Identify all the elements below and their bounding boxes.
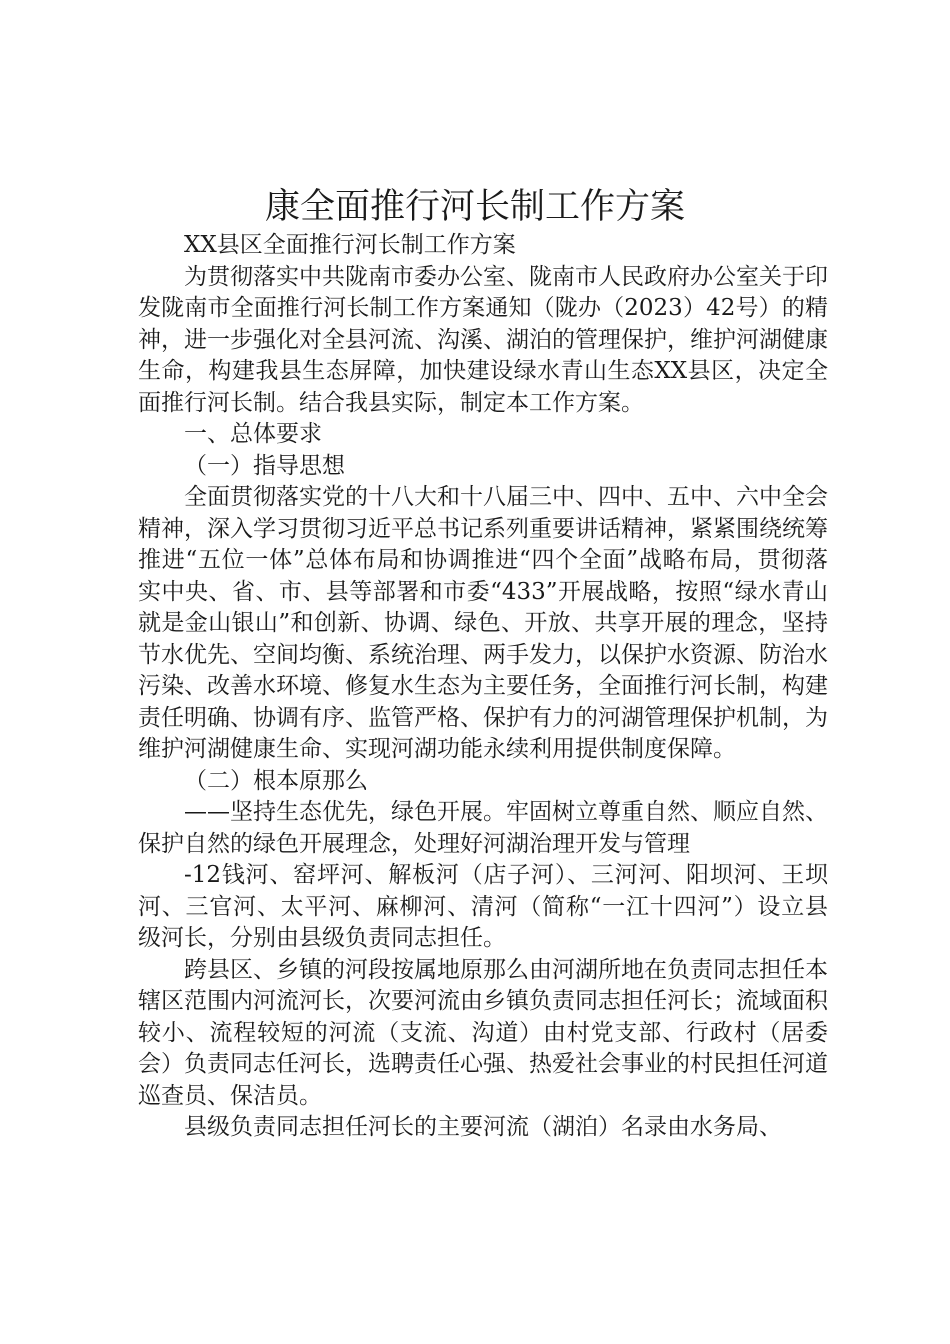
section-heading: 一、总体要求 <box>184 421 322 447</box>
jurisdiction-paragraph: 跨县区、乡镇的河段按属地原那么由河湖所地在负责同志担任本辖区范围内河流河长，次要河流由乡镇负责同志担任河长；流域面积较小、流程较短的河流（支流、沟道）由村党支部、行政村（居委会）负责同志任河长，选聘责任心强、热爱社会事业的村民担任河道巡查员、保洁员。 <box>138 956 828 1109</box>
document-title: 康全面推行河长制工作方案 <box>264 187 685 227</box>
principle-paragraph: ——坚持生态优先，绿色开展。牢固树立尊重自然、顺应自然、保护自然的绿色开展理念，处理好河湖治理开发与管理 <box>138 799 828 857</box>
subtitle-paragraph: XX县区全面推行河长制工作方案 <box>184 232 516 258</box>
intro-paragraph: 为贯彻落实中共陇南市委办公室、陇南市人民政府办公室关于印发陇南市全面推行河长制工作方案通知（陇办（2023）42号）的精神，进一步强化对全县河流、沟溪、湖泊的管理保护，维护河湖健康生命，构建我县生态屏障，加快建设绿水青山生态XX县区，决定全面推行河长制。结合我县实际，制定本工作方案。 <box>138 263 828 416</box>
directory-paragraph: 县级负责同志担任河长的主要河流（湖泊）名录由水务局、 <box>184 1114 782 1140</box>
guiding-ideology-paragraph: 全面贯彻落实党的十八大和十八届三中、四中、五中、六中全会精神，深入学习贯彻习近平总书记系列重要讲话精神，紧紧围绕统筹推进“五位一体”总体布局和协调推进“四个全面”战略布局，贯彻落实中央、省、市、县等部署和市委“433”开展战略，按照“绿水青山就是金山银山”和创新、协调、绿色、开放、共享开展的理念，坚持节水优先、空间均衡、系统治理、两手发力，以保护水资源、防治水污染、改善水环境、修复水生态为主要任务，全面推行河长制，构建责任明确、协调有序、监管严格、保护有力的河湖管理保护机制，为维护河湖健康生命、实现河湖功能永续利用提供制度保障。 <box>138 484 828 762</box>
subsection-heading: （二）根本原那么 <box>184 767 368 794</box>
subsection-heading: （一）指导思想 <box>184 452 345 479</box>
river-list-paragraph: -12钱河、窑坪河、解板河（店子河）、三河河、阳坝河、王坝河、三官河、太平河、麻柳河、清河（简称“一江十四河”）设立县级河长，分别由县级负责同志担任。 <box>138 862 828 951</box>
document-body <box>138 230 828 1144</box>
